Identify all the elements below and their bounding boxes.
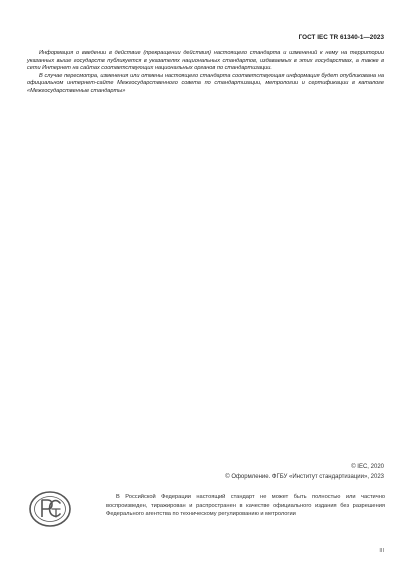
publication-notice: [27, 50, 384, 96]
copyright-iec: © IEC, 2020: [351, 464, 384, 470]
notice-paragraph-introduction: Информация о введении в действие (прекращении действия) настоящего стандарта и изменений к нему на территории указанных выше государств публикуется в указателях национальных стандартов, издаваемых в этих государствах, а также в сети Интернет на сайтах соответствующих национальных органов по стандартизации.: [27, 50, 384, 72]
rst-certification-seal-icon: [27, 486, 73, 532]
copyright-design: © Оформление. ФГБУ «Институт стандартизации», 2023: [225, 473, 384, 480]
document-code-header: ГОСТ IEC TR 61340-1—2023: [298, 34, 384, 41]
legal-text: В Российской Федерации настоящий стандарт не может быть полностью или частично воспроизведен, тиражирован и распространен в качестве официального издания без разрешения Федерального агентства по техническому регулированию и метрологии: [106, 494, 385, 518]
page-number: III: [379, 548, 384, 554]
notice-paragraph-revision: В случае пересмотра, изменения или отмены настоящего стандарта соответствующая информация будет опубликована на официальном интернет-сайте Межгосударственного совета по стандартизации, метрологии и сертификации в каталоге «Межгосударственные стандарты»: [27, 72, 384, 94]
copyright-block: [225, 463, 384, 482]
reproduction-restriction-notice: [106, 493, 385, 519]
